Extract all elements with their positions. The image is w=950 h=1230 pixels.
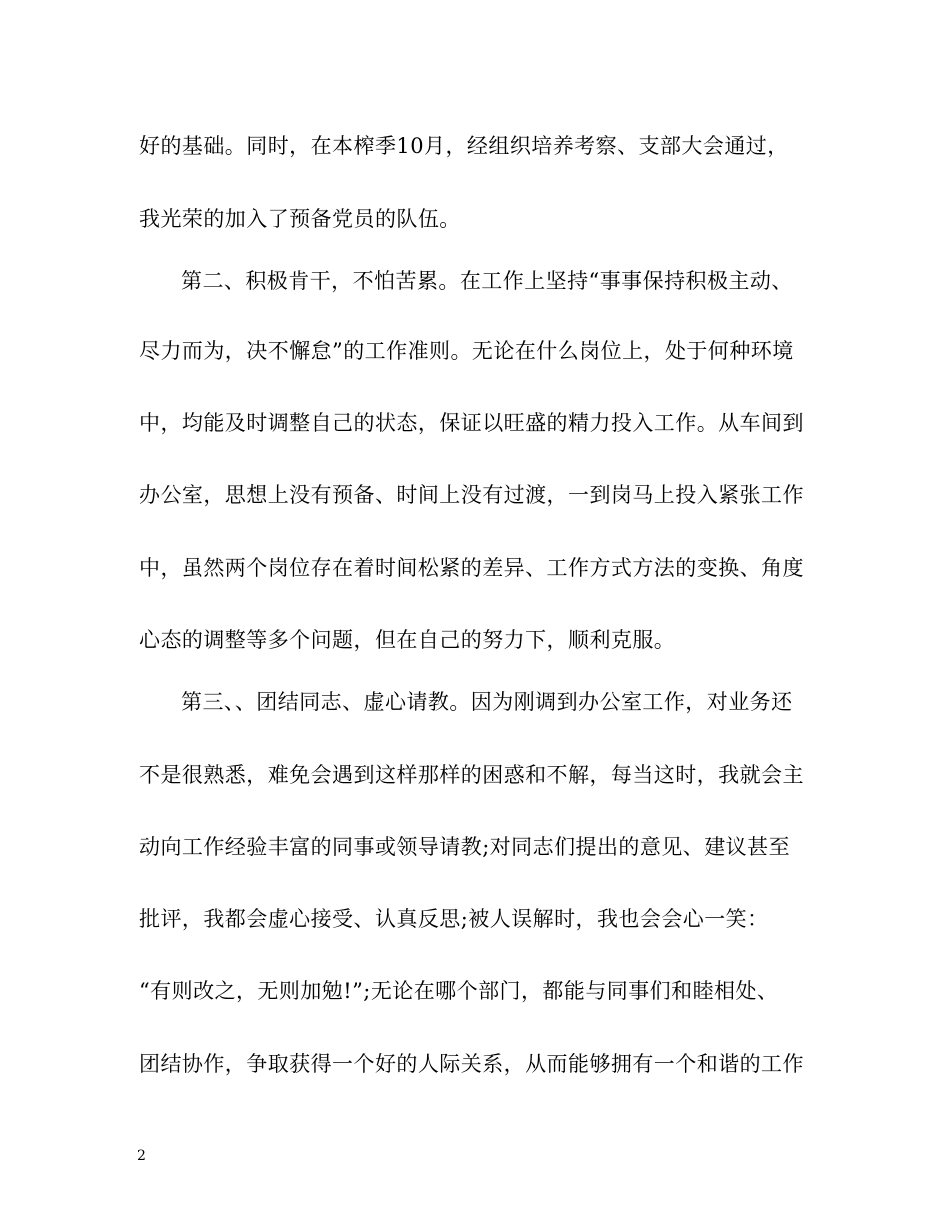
text-line-5: 中，均能及时调整自己的状态，保证以旺盛的精力投入工作。从车间到 bbox=[139, 411, 804, 435]
text-line-1: 好的基础。同时，在本榨季10月，经组织培养考察、支部大会通过， bbox=[139, 134, 789, 158]
text-line-8: 心态的调整等多个问题，但在自己的努力下，顺利克服。 bbox=[139, 628, 676, 652]
text-line-10: 不是很熟悉，难免会遇到这样那样的困惑和不解，每当这时，我就会主 bbox=[139, 763, 804, 787]
text-line-12: 批评，我都会虚心接受、认真反思;被人误解时，我也会会心一笑： bbox=[139, 907, 769, 931]
text-line-2: 我光荣的加入了预备党员的队伍。 bbox=[139, 207, 461, 231]
page-number: 2 bbox=[137, 1148, 146, 1164]
text-line-14: 团结协作，争取获得一个好的人际关系，从而能够拥有一个和谐的工作 bbox=[139, 1052, 804, 1076]
text-line-9: 第三、、团结同志、虚心请教。因为刚调到办公室工作，对业务还 bbox=[181, 690, 793, 714]
text-line-13: “有则改之，无则加勉!”;无论在哪个部门，都能与同事们和睦相处、 bbox=[139, 979, 779, 1003]
text-line-6: 办公室，思想上没有预备、时间上没有过渡，一到岗马上投入紧张工作 bbox=[139, 483, 804, 507]
text-line-11: 动向工作经验丰富的同事或领导请教;对同志们提出的意见、建议甚至 bbox=[139, 835, 791, 859]
text-line-4: 尽力而为，决不懈怠”的工作准则。无论在什么岗位上，处于何种环境 bbox=[139, 339, 794, 363]
text-line-7: 中，虽然两个岗位存在着时间松紧的差异、工作方式方法的变换、角度 bbox=[139, 556, 804, 580]
text-line-3: 第二、积极肯干，不怕苦累。在工作上坚持“事事保持积极主动、 bbox=[181, 269, 793, 293]
